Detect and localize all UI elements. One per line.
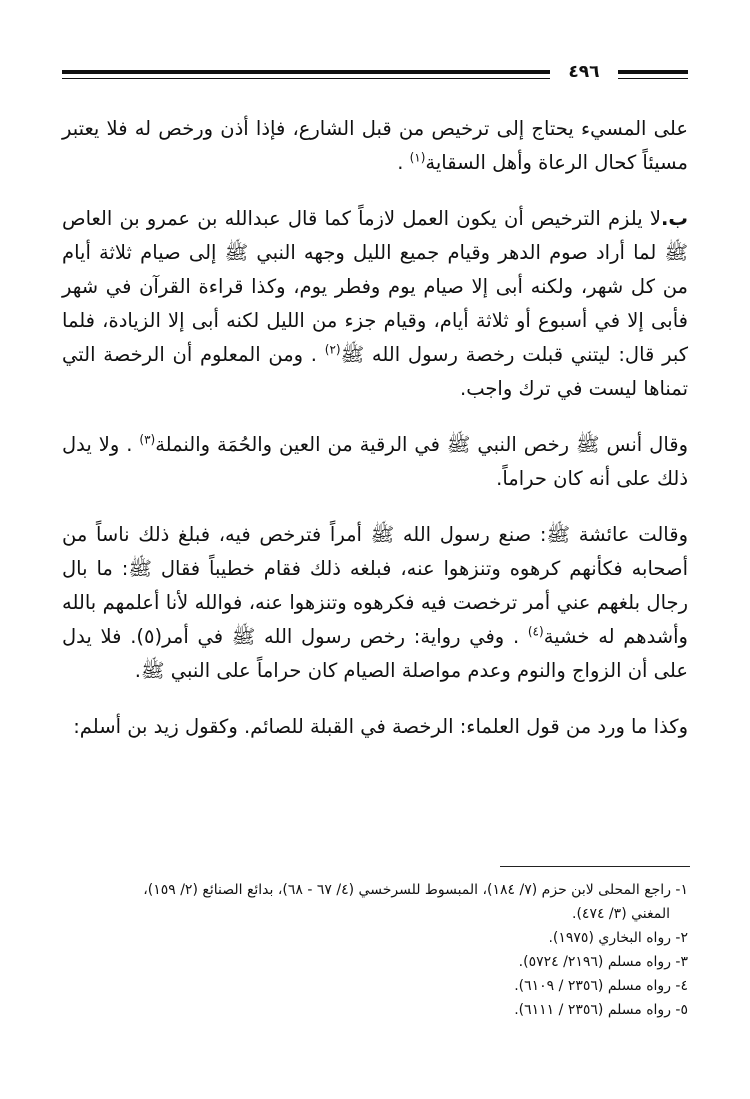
paragraph — [62, 428, 688, 496]
page-number: ٤٩٦ — [568, 62, 600, 82]
page-header — [62, 62, 688, 86]
paragraph — [62, 112, 688, 180]
paragraph — [62, 202, 688, 406]
paragraph — [62, 710, 688, 744]
footnote-ref: (٢) — [324, 342, 341, 357]
paragraph-tail: . وفي رواية: رخص رسول الله ﷺ في أمر(٥). فلا يدل على أن الزواج والنوم وعدم مواصلة الصيام كان حراماً على النبي ﷺ. — [62, 625, 688, 682]
footnote-item-continued: المغني (٣/ ٤٧٤). — [572, 906, 670, 922]
paragraph-tail: . ولا يدل ذلك على أنه كان حراماً. — [62, 433, 688, 490]
footnote-item: ٤- رواه مسلم (٢٣٥٦ / ٦١٠٩). — [514, 978, 688, 994]
paragraph-tail: . ومن المعلوم أن الرخصة التي تمناها ليست في ترك واجب. — [62, 343, 688, 400]
footnote-ref: (١) — [409, 150, 426, 165]
paragraph-tail: . — [397, 151, 404, 174]
footnote-ref: (٤) — [527, 624, 544, 639]
paragraph-text: وقالت عائشة ﷺ: صنع رسول الله ﷺ أمراً فترخص فيه، فبلغ ذلك ناساً من أصحابه فكأنهم كرهوه وتنزهوا عنه، فبلغه ذلك فقام خطيباً فقال ﷺ: ما بال رجال بلغهم عني أمر ترخصت فيه فكرهوه وتنزهوا عنه، فوالله لأنا أعلمهم بالله وأشدهم له خشية — [62, 523, 688, 648]
header-rule-thin-right — [618, 78, 688, 79]
footnote-item: ٢- رواه البخاري (١٩٧٥). — [548, 930, 688, 946]
header-rule-thin — [62, 78, 550, 79]
footnotes — [62, 878, 688, 1022]
footnote-item: ٥- رواه مسلم (٢٣٥٦ / ٦١١١). — [514, 1002, 688, 1018]
header-rule-thick-right — [618, 70, 688, 74]
paragraph-lead: ب. — [660, 207, 688, 230]
paragraph-text: وقال أنس ﷺ رخص النبي ﷺ في الرقية من العين والحُمَة والنملة — [155, 433, 688, 456]
footnote-item: ٣- رواه مسلم (٢١٩٦/ ٥٧٢٤). — [518, 954, 688, 970]
paragraph-text: لا يلزم الترخيص أن يكون العمل لازماً كما قال عبدالله بن عمرو بن العاص ﷺ لما أراد صوم الدهر وقيام جميع الليل وجهه النبي ﷺ إلى صيام ثلاثة أيام من كل شهر، ولكنه أبى إلا صيام يوم وفطر يوم، وكذا قراءة القرآن في شهر فأبى إلا في أسبوع أو ثلاثة أيام، وقيام جزء من الليل لكنه أبى إلا الزيادة، فلما كبر قال: ليتني قبلت رخصة رسول الله ﷺ — [62, 207, 689, 366]
paragraph-text: وكذا ما ورد من قول العلماء: الرخصة في القبلة للصائم. وكقول زيد بن أسلم: — [73, 715, 688, 738]
footnote-divider — [500, 866, 690, 867]
footnote-ref: (٣) — [139, 432, 156, 447]
footnote-item: ١- راجع المحلى لابن حزم (٧/ ١٨٤)، المبسوط للسرخسي (٤/ ٦٧ - ٦٨)، بدائع الصنائع (٢/ ١٥٩)، — [143, 882, 688, 898]
paragraph — [62, 518, 688, 688]
main-text — [62, 112, 688, 764]
header-rule-thick — [62, 70, 550, 74]
paragraph-text: على المسيء يحتاج إلى ترخيص من قبل الشارع، فإذا أذن ورخص له فلا يعتبر مسيئاً كحال الرعاة وأهل السقاية — [62, 117, 688, 174]
